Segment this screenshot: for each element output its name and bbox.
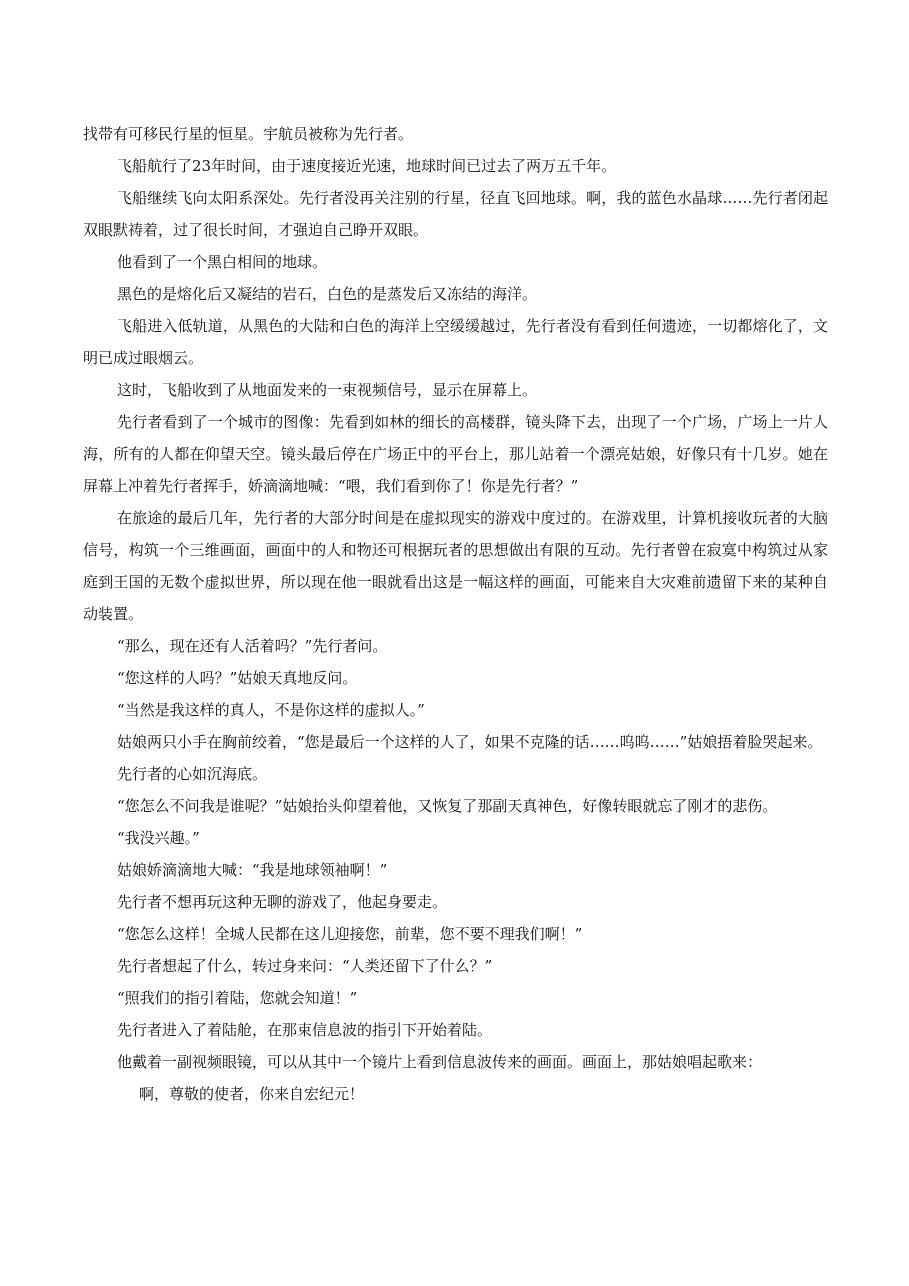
paragraph-2: 飞船航行了23年时间，由于速度接近光速，地球时间已过去了两万五千年。 bbox=[117, 157, 617, 175]
paragraph-6: 飞船进入低轨道，从黑色的大陆和白色的海洋上空缓缓越过，先行者没有看到任何遗迹，一切都熔化了，文明已成过眼烟云。 bbox=[83, 317, 828, 367]
paragraph-8: 先行者看到了一个城市的图像：先看到如林的细长的高楼群，镜头降下去，出现了一个广场，广场上一片人海，所有的人都在仰望天空。镜头最后停在广场正中的平台上，那儿站着一个漂亮姑娘，好像只有十几岁。她在屏幕上冲着先行者挥手，娇滴滴地喊：“喂，我们看到你了！你是先行者？” bbox=[83, 413, 828, 495]
paragraph-18: 先行者不想再玩这种无聊的游戏了，他起身要走。 bbox=[117, 893, 448, 911]
paragraph-4: 他看到了一个黑白相间的地球。 bbox=[117, 253, 328, 271]
paragraph-14: 先行者的心如沉海底。 bbox=[117, 765, 268, 783]
paragraph-9: 在旅途的最后几年，先行者的大部分时间是在虚拟现实的游戏中度过的。在游戏里，计算机接收玩者的大脑信号，构筑一个三维画面，画面中的人和物还可根据玩者的思想做出有限的互动。先行者曾在寂寞中构筑过从家庭到王国的无数个虚拟世界，所以现在他一眼就看出这是一幅这样的画面，可能来自大灾难前遗留下来的某种自动装置。 bbox=[83, 509, 828, 623]
paragraph-22: 先行者进入了着陆舱，在那束信息波的指引下开始着陆。 bbox=[117, 1021, 493, 1039]
document-page bbox=[83, 118, 828, 1110]
paragraph-3: 飞船继续飞向太阳系深处。先行者没再关注别的行星，径直飞回地球。啊，我的蓝色水晶球……先行者闭起双眼默祷着，过了很长时间，才强迫自己睁开双眼。 bbox=[83, 189, 828, 239]
paragraph-19: “您怎么这样！全城人民都在这儿迎接您，前辈，您不要不理我们啊！” bbox=[117, 925, 583, 943]
paragraph-7: 这时，飞船收到了从地面发来的一束视频信号，显示在屏幕上。 bbox=[117, 381, 538, 399]
paragraph-15: “您怎么不问我是谁呢？”姑娘抬头仰望着他，又恢复了那副天真神色，好像转眼就忘了刚才的悲伤。 bbox=[117, 797, 778, 815]
paragraph-17: 姑娘娇滴滴地大喊：“我是地球领袖啊！” bbox=[117, 861, 388, 879]
verse-line: 啊，尊敬的使者，你来自宏纪元！ bbox=[139, 1085, 365, 1103]
paragraph-21: “照我们的指引着陆，您就会知道！” bbox=[117, 989, 358, 1007]
paragraph-12: “当然是我这样的真人，不是你这样的虚拟人。” bbox=[117, 701, 425, 719]
paragraph-13: 姑娘两只小手在胸前绞着，“您是最后一个这样的人了，如果不克隆的话……呜呜……”姑娘捂着脸哭起来。 bbox=[117, 733, 823, 751]
paragraph-10: “那么，现在还有人活着吗？”先行者问。 bbox=[117, 637, 388, 655]
paragraph-11: “您这样的人吗？”姑娘天真地反问。 bbox=[117, 669, 358, 687]
paragraph-23: 他戴着一副视频眼镜，可以从其中一个镜片上看到信息波传来的画面。画面上，那姑娘唱起歌来： bbox=[117, 1053, 763, 1071]
paragraph-1: 找带有可移民行星的恒星。宇航员被称为先行者。 bbox=[83, 125, 414, 143]
paragraph-16: “我没兴趣。” bbox=[117, 829, 200, 847]
paragraph-20: 先行者想起了什么，转过身来问：“人类还留下了什么？” bbox=[117, 957, 493, 975]
paragraph-5: 黑色的是熔化后又凝结的岩石，白色的是蒸发后又冻结的海洋。 bbox=[117, 285, 538, 303]
